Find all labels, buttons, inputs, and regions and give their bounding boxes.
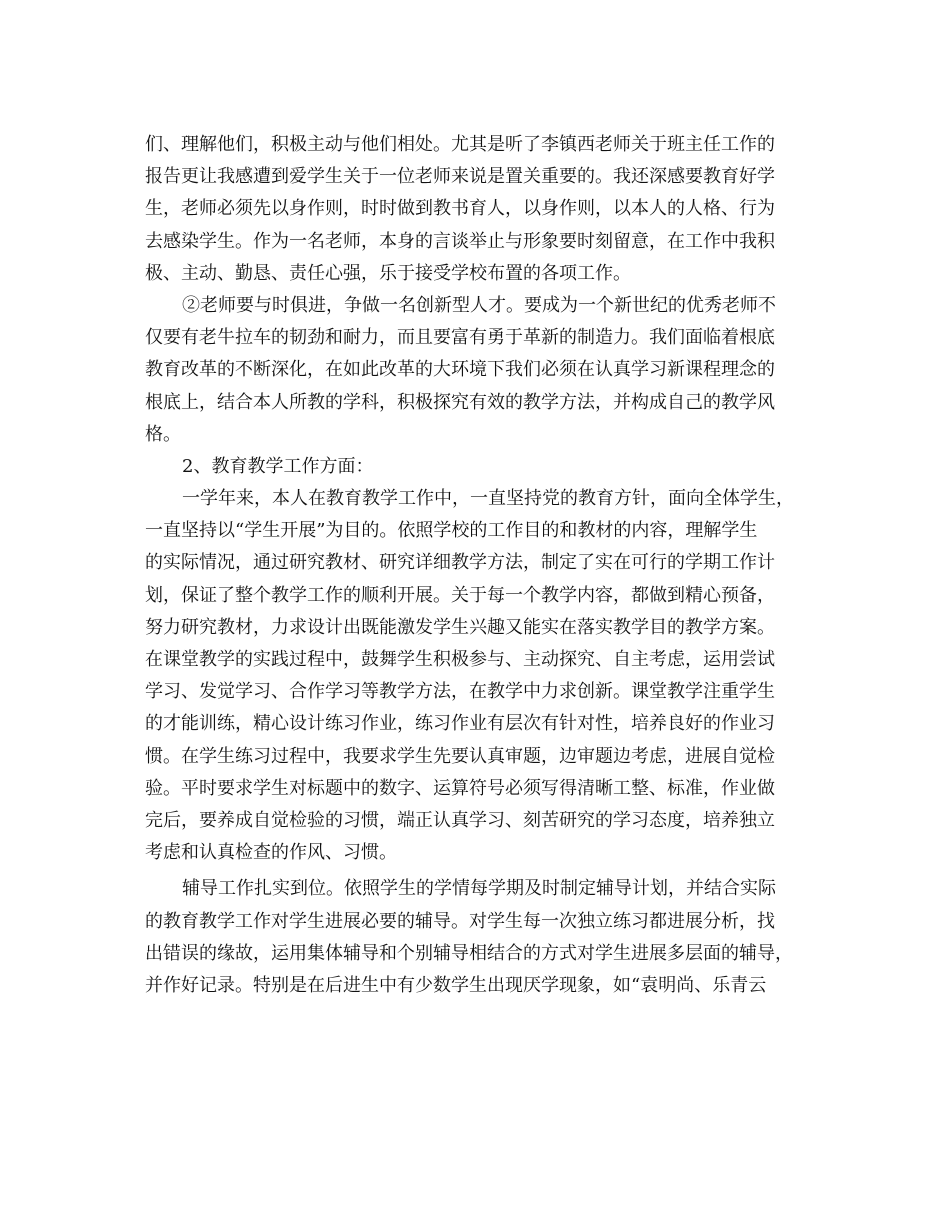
text-line: 教育改革的不断深化，在如此改革的大环境下我们必须在认真学习新课程理念的: [145, 359, 775, 381]
text-line: 极、主动、勤恳、责任心强，乐于接受学校布置的各项工作。: [145, 262, 631, 284]
text-line: 根底上，结合本人所教的学科，积极探究有效的教学方法，并构成自己的教学风: [145, 391, 775, 413]
text-line: 划，保证了整个教学工作的顺利开展。关于每一个教学内容，都做到精心预备，: [145, 584, 775, 606]
text-line: 考虑和认真检查的作风、习惯。: [145, 842, 397, 864]
section-heading: 2、教育教学工作方面：: [182, 455, 374, 477]
text-line: 们、理解他们，积极主动与他们相处。尤其是听了李镇西老师关于班主任工作的: [145, 134, 775, 155]
paragraph-start-line: ②老师要与时俱进，争做一名创新型人才。要成为一个新世纪的优秀老师不: [182, 294, 776, 316]
text-line: 的实际情况，通过研究教材、研究详细教学方法，制定了实在可行的学期工作计: [145, 552, 775, 574]
text-line: 生，老师必须先以身作则，时时做到教书育人，以身作则，以本人的人格、行为: [145, 198, 775, 220]
text-line: 一直坚持以“学生开展”为目的。依照学校的工作目的和教材的内容，理解学生: [145, 520, 758, 542]
text-line: 验。平时要求学生对标题中的数字、运算符号必须写得清晰工整、标准，作业做: [145, 777, 775, 799]
text-line: 仅要有老牛拉车的韧劲和耐力，而且要富有勇于革新的制造力。我们面临着根底: [145, 327, 775, 349]
paragraph-start-line: 一学年来，本人在教育教学工作中，一直坚持党的教育方针，面向全体学生，: [182, 488, 794, 510]
paragraph-start-line: 辅导工作扎实到位。依照学生的学情每学期及时制定辅导计划，并结合实际: [182, 878, 776, 900]
text-line: 并作好记录。特别是在后进生中有少数学生出现厌学现象，如“袁明尚、乐青云: [145, 974, 767, 996]
text-line: 完后，要养成自觉检验的习惯，端正认真学习、刻苦研究的学习态度，培养独立: [145, 809, 775, 831]
text-line: 惯。在学生练习过程中，我要求学生先要认真审题，边审题边考虑，进展自觉检: [145, 745, 775, 767]
text-line: 格。: [145, 423, 181, 445]
text-line: 的才能训练，精心设计练习作业，练习作业有层次有针对性，培养良好的作业习: [145, 713, 775, 735]
text-line: 出错误的缘故，运用集体辅导和个别辅导相结合的方式对学生进展多层面的辅导，: [145, 942, 793, 964]
text-line: 努力研究教材，力求设计出既能激发学生兴趣又能实在落实教学目的教学方案。: [145, 616, 775, 638]
document-body: [145, 129, 805, 1002]
text-line: 报告更让我感遭到爱学生关于一位老师来说是置关重要的。我还深感要教育好学: [145, 166, 775, 188]
text-line: 在课堂教学的实践过程中，鼓舞学生积极参与、主动探究、自主考虑，运用尝试: [145, 649, 775, 670]
text-line: 的教育教学工作对学生进展必要的辅导。对学生每一次独立练习都进展分析，找: [145, 910, 775, 932]
text-line: 学习、发觉学习、合作学习等教学方法，在教学中力求创新。课堂教学注重学生: [145, 681, 775, 703]
text-line: 去感染学生。作为一名老师，本身的言谈举止与形象要时刻留意，在工作中我积: [145, 230, 775, 252]
